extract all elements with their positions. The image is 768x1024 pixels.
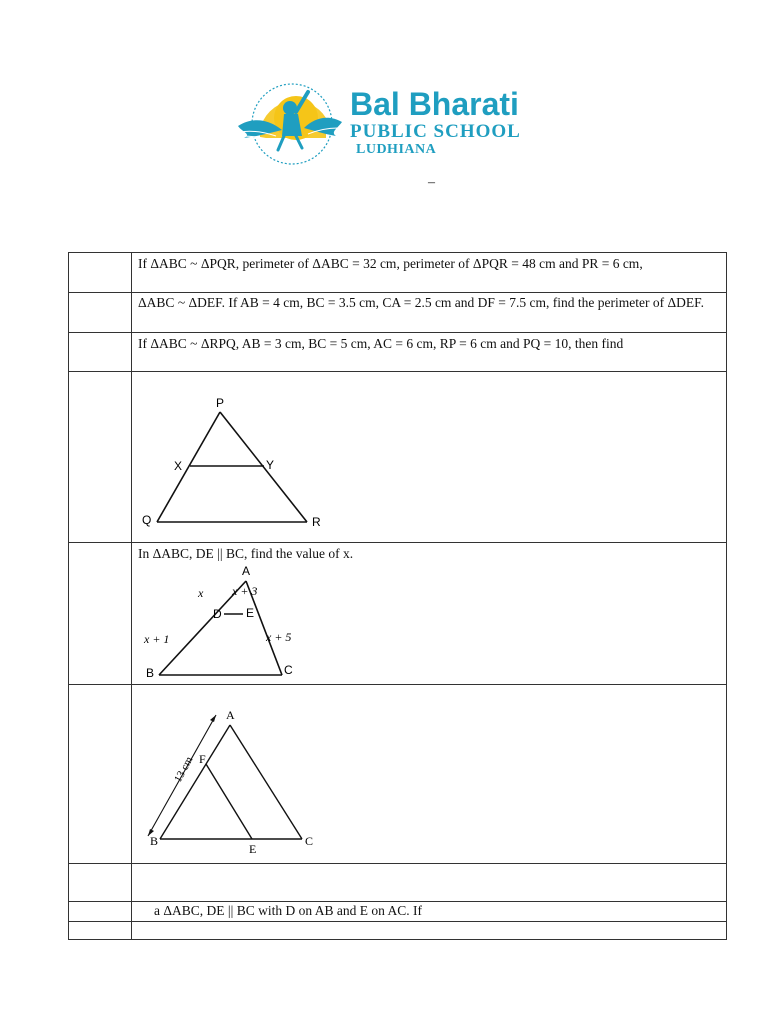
table-row: [69, 685, 727, 864]
question-text: [132, 922, 726, 923]
label-a: A: [242, 564, 251, 578]
question-cell: [132, 253, 727, 293]
label-b: B: [146, 666, 155, 678]
school-city: LUDHIANA: [356, 142, 437, 157]
school-name: Bal Bharati: [350, 86, 519, 122]
question-text: If ΔABC ~ ΔRPQ, AB = 3 cm, BC = 5 cm, AC = 6 cm, RP = 6 cm and PQ = 10, then find: [138, 336, 624, 351]
table-row: [69, 372, 727, 543]
table-row: [69, 333, 727, 372]
label-q: Q: [142, 513, 152, 527]
label-c: C: [305, 834, 314, 848]
question-number-cell: [69, 253, 132, 293]
label-b: B: [150, 834, 159, 848]
question-number-cell: [69, 685, 132, 864]
question-number-cell: [69, 922, 132, 940]
table-row: [69, 543, 727, 685]
question-cell: [132, 685, 727, 864]
label-d: D: [213, 607, 222, 621]
school-emblem-icon: [230, 78, 344, 168]
question-text: [132, 864, 726, 865]
question-cell: [132, 333, 727, 372]
question-text: If ΔABC ~ ΔPQR, perimeter of ΔABC = 32 cm, perimeter of ΔPQR = 48 cm and PR = 6 cm,: [138, 256, 643, 271]
question-number-cell: [69, 333, 132, 372]
label-c: C: [284, 663, 293, 677]
school-subtitle: PUBLIC SCHOOL: [350, 121, 521, 142]
label-r: R: [312, 515, 321, 529]
question-text: In ΔABC, DE || BC, find the value of x.: [138, 546, 354, 561]
question-cell: [132, 543, 727, 685]
label-a: A: [226, 708, 235, 722]
question-number-cell: [69, 372, 132, 543]
label-seg-x: x: [198, 586, 204, 600]
header-mark: –: [428, 175, 435, 190]
label-e: E: [246, 606, 255, 620]
question-table: [68, 252, 727, 940]
table-row: [69, 864, 727, 902]
question-number-cell: [69, 293, 132, 333]
table-row: [69, 253, 727, 293]
label-p: P: [216, 396, 225, 410]
question-cell: [132, 293, 727, 333]
question-cell: [132, 864, 727, 902]
question-number-cell: [69, 902, 132, 922]
label-y: Y: [266, 458, 275, 472]
table-row: [69, 902, 727, 922]
table-row: [69, 922, 727, 940]
question-cell: [132, 922, 727, 940]
label-seg-x-plus-1: x + 1: [144, 632, 170, 646]
question-text: a ΔABC, DE || BC with D on AB and E on AC. If: [154, 903, 422, 918]
question-cell: [132, 902, 727, 922]
label-13cm: 13 cm: [172, 754, 196, 785]
label-x: X: [174, 459, 183, 473]
question-cell: [132, 372, 727, 543]
label-f: F: [199, 752, 206, 766]
table-row: [69, 293, 727, 333]
triangle-pqr-figure: [132, 372, 432, 536]
label-e: E: [249, 842, 257, 856]
label-seg-x-plus-3: x + 3: [232, 584, 258, 598]
question-text: ΔABC ~ ΔDEF. If AB = 4 cm, BC = 3.5 cm, CA = 2.5 cm and DF = 7.5 cm, find the perimeter of ΔDEF.: [138, 295, 704, 310]
school-logo: [230, 78, 560, 168]
question-number-cell: [69, 543, 132, 685]
label-seg-x-plus-5: x + 5: [266, 630, 292, 644]
question-number-cell: [69, 864, 132, 902]
triangle-abfe-figure: [132, 685, 432, 857]
